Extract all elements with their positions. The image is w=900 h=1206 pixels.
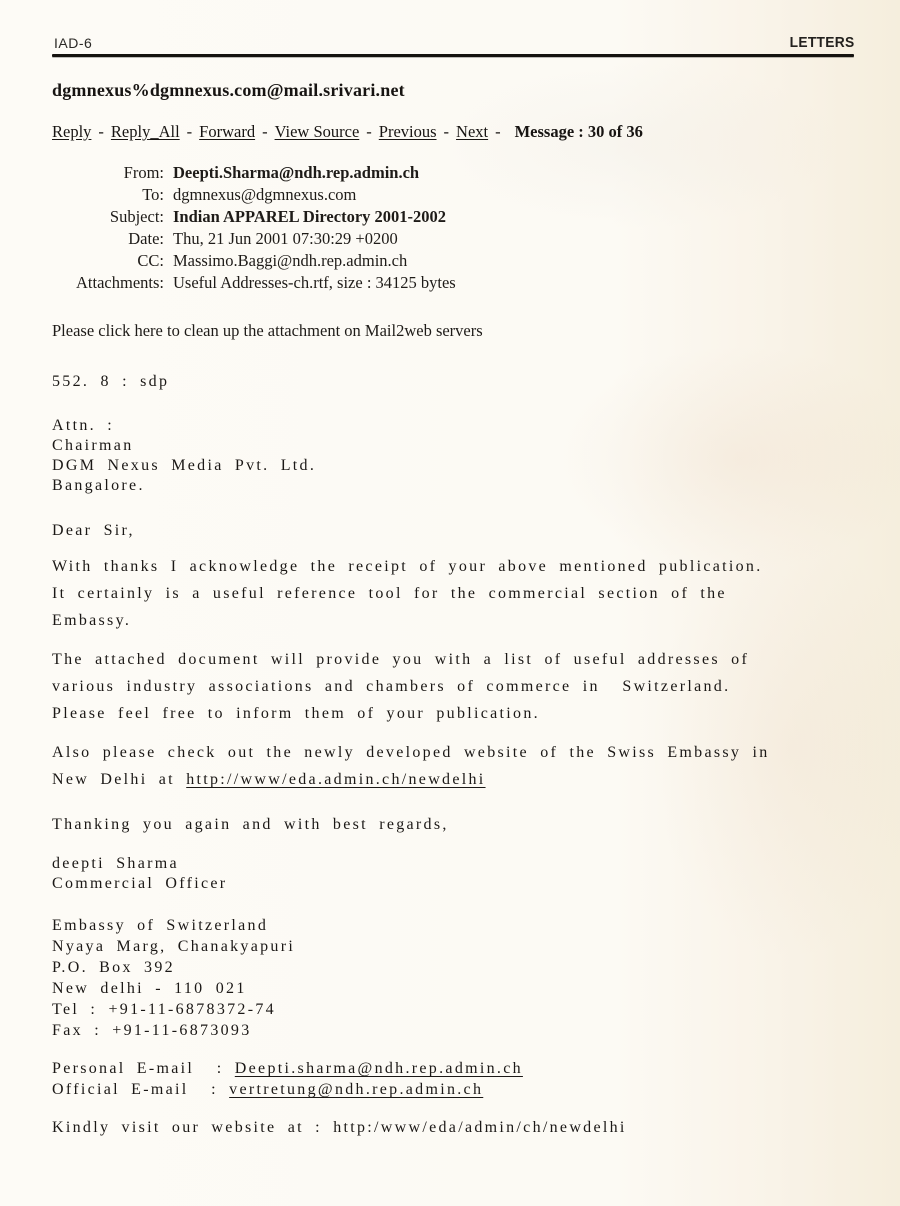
letter-line: Chairman (52, 437, 134, 454)
reference-line: 552. 8 : sdp (52, 373, 170, 390)
header-value-attachments: Useful Addresses-ch.rtf, size : 34125 bytes (173, 273, 456, 292)
signature-name: deepti Sharma (52, 855, 179, 872)
paragraph-1 (52, 553, 854, 634)
message-counter: Message : 30 of 36 (514, 122, 643, 141)
header-value-date: Thu, 21 Jun 2001 07:30:29 +0200 (173, 229, 398, 248)
nav-separator: - (495, 122, 501, 141)
header-value-from: Deepti.Sharma@ndh.rep.admin.ch (173, 163, 420, 182)
address-line: Nyaya Marg, Chanakyapuri (52, 938, 296, 955)
address-line: Fax : +91-11-6873093 (52, 1022, 252, 1039)
header-value-to: dgmnexus@dgmnexus.com (173, 185, 357, 204)
page-code: IAD-6 (54, 35, 93, 51)
header-value-subject: Indian APPAREL Directory 2001-2002 (173, 207, 447, 226)
signature-block (52, 854, 854, 894)
nav-separator: - (443, 122, 450, 141)
nav-separator: - (186, 122, 193, 141)
paragraph-3 (52, 739, 854, 793)
header-value-cc: Massimo.Baggi@ndh.rep.admin.ch (173, 251, 408, 270)
header-label: Attachments: (76, 273, 164, 292)
account-address: dgmnexus%dgmnexus.com@mail.srivari.net (52, 80, 405, 100)
message-toolbar (52, 122, 854, 142)
header-row-subject (52, 206, 854, 228)
letter-body (52, 372, 854, 1138)
letter-line: Embassy. (52, 612, 132, 629)
attention-block (52, 416, 854, 496)
header-row-from (52, 162, 854, 184)
header-label: To: (142, 185, 164, 204)
salutation: Dear Sir, (52, 522, 135, 539)
address-line: P.O. Box 392 (52, 959, 175, 976)
personal-email-label: Personal E-mail : (52, 1060, 235, 1077)
closing-line: Thanking you again and with best regards, (52, 816, 449, 833)
letter-line: The attached document will provide you with a list of useful addresses of (52, 651, 750, 668)
header-row-date (52, 228, 854, 250)
address-block (52, 915, 854, 1041)
header-row-cc (52, 250, 854, 272)
reply-all-link[interactable]: Reply_All (110, 122, 180, 141)
letter-line: Bangalore. (52, 477, 145, 494)
address-line: Embassy of Switzerland (52, 917, 269, 934)
letter-line: various industry associations and chambers of commerce in Switzerland. (52, 678, 731, 695)
header-label: Subject: (109, 207, 164, 226)
header-label: From: (123, 163, 164, 182)
personal-email-line (52, 1058, 854, 1079)
attachment-cleanup-notice: Please click here to clean up the attachment on Mail2web servers (52, 321, 483, 340)
letter-line-text: New Delhi at (52, 771, 187, 788)
website-line: Kindly visit our website at : http:/www/eda/admin/ch/newdelhi (52, 1119, 627, 1136)
letter-line: Also please check out the newly developed website of the Swiss Embassy in (52, 744, 770, 761)
reply-link[interactable]: Reply (52, 122, 92, 141)
nav-separator: - (262, 122, 268, 141)
letter-line: Please feel free to inform them of your publication. (52, 705, 540, 722)
official-email-label: Official E-mail : (52, 1081, 230, 1098)
address-line: Tel : +91-11-6878372-74 (52, 1001, 276, 1018)
email-contacts-block (52, 1058, 854, 1100)
previous-link[interactable]: Previous (378, 122, 437, 141)
official-email-link[interactable]: vertretung@ndh.rep.admin.ch (229, 1081, 484, 1098)
next-link[interactable]: Next (456, 122, 489, 141)
nav-separator: - (98, 122, 104, 141)
section-title: LETTERS (789, 34, 854, 51)
header-label: Date: (128, 229, 164, 248)
letter-line: With thanks I acknowledge the receipt of your above mentioned publication. (52, 558, 763, 575)
address-line: New delhi - 110 021 (52, 980, 247, 997)
letter-line: It certainly is a useful reference tool for the commercial section of the (52, 585, 727, 602)
letter-line: DGM Nexus Media Pvt. Ltd. (52, 457, 317, 474)
view-source-link[interactable]: View Source (274, 122, 360, 141)
header-rule (52, 54, 854, 57)
embassy-website-link[interactable]: http://www/eda.admin.ch/newdelhi (186, 771, 486, 788)
letter-line: Attn. : (52, 417, 114, 434)
message-headers (52, 162, 854, 294)
header-row-attachments (52, 272, 854, 294)
page-header (52, 34, 854, 51)
nav-separator: - (366, 122, 372, 141)
signature-title: Commercial Officer (52, 875, 228, 892)
header-row-to (52, 184, 854, 206)
paragraph-2 (52, 646, 854, 727)
personal-email-link[interactable]: Deepti.sharma@ndh.rep.admin.ch (234, 1060, 523, 1077)
official-email-line (52, 1079, 854, 1100)
forward-link[interactable]: Forward (199, 122, 256, 141)
letter-line (52, 766, 854, 793)
header-label: CC: (137, 251, 164, 270)
